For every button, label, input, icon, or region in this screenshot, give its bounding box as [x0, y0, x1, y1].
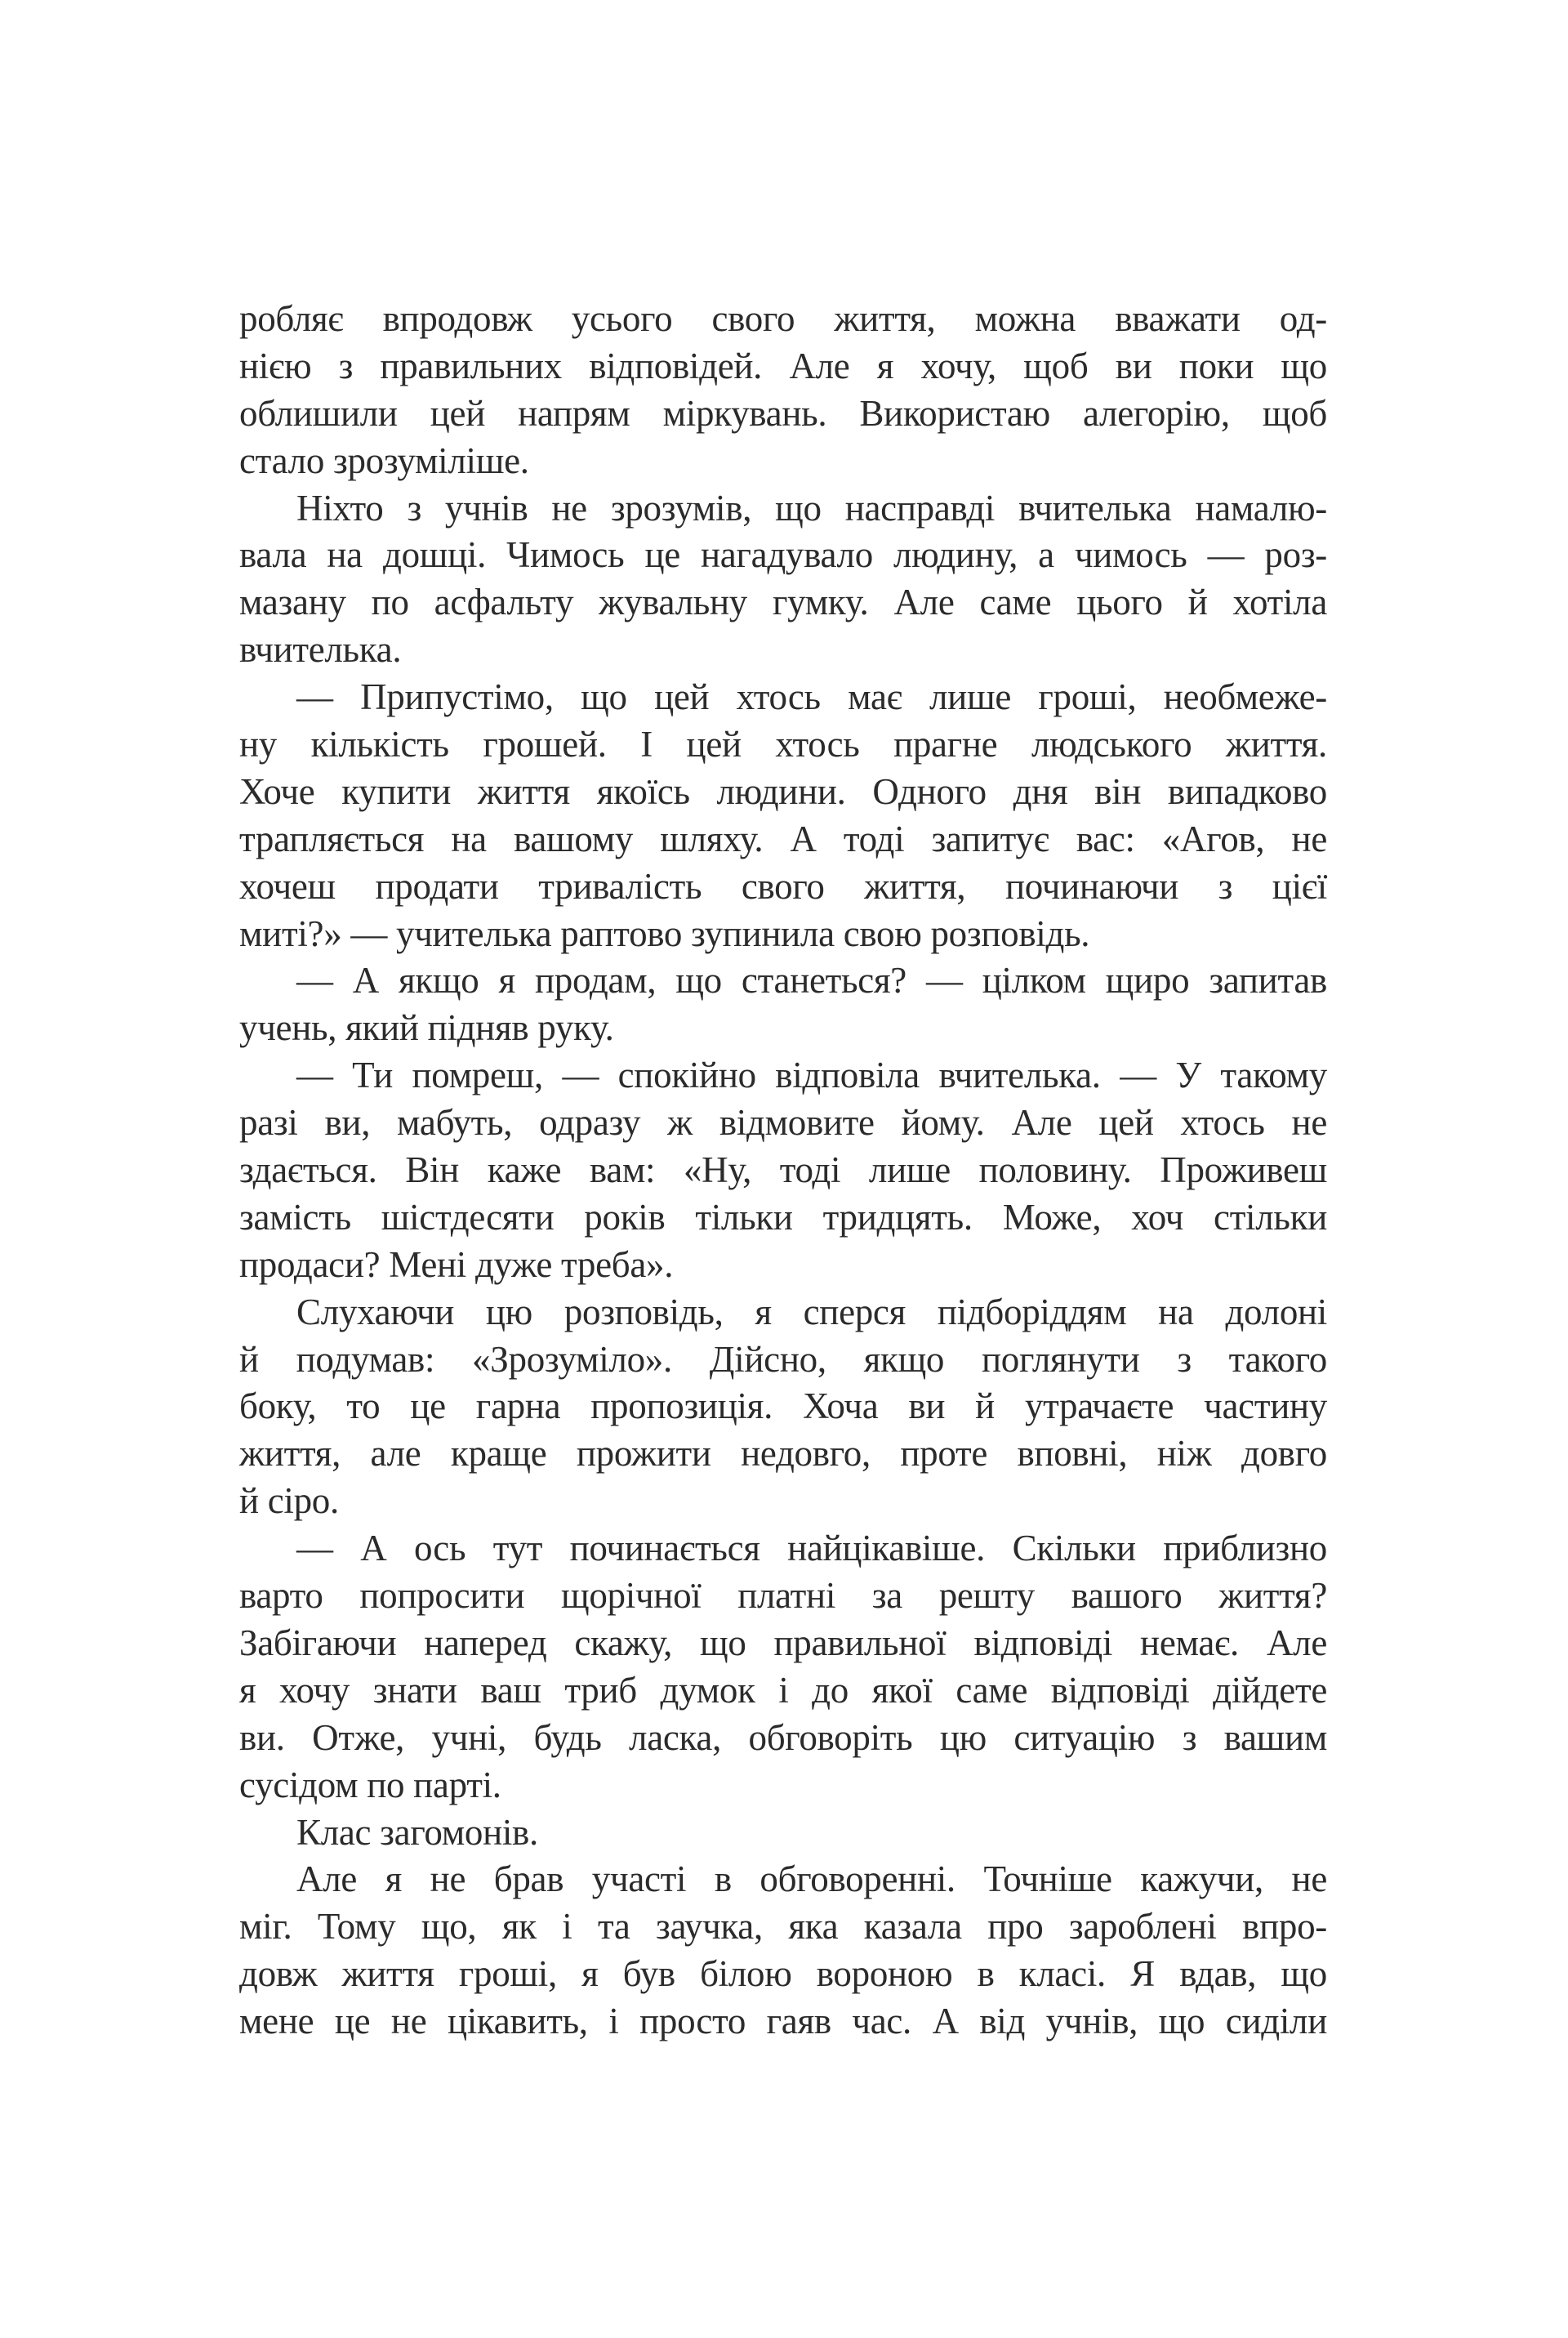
book-page-text	[239, 296, 1327, 2046]
text-line: Але я не брав участі в обговоренні. Точніше кажучи, не	[296, 1858, 1327, 1900]
text-line: Ніхто з учнів не зрозумів, що насправді вчителька намалю-	[296, 487, 1327, 529]
text-line: — А якщо я продам, що станеться? — цілком щиро запитав	[296, 960, 1327, 1002]
text-line: здається. Він каже вам: «Ну, тоді лише половину. Проживеш	[239, 1149, 1327, 1191]
text-line: трапляється на вашому шляху. А тоді запитує вас: «Агов, не	[239, 818, 1327, 859]
text-line: я хочу знати ваш триб думок і до якої саме відповіді дійдете	[239, 1669, 1327, 1711]
text-line: мазану по асфальту жувальну гумку. Але саме цього й хотіла	[239, 582, 1327, 623]
text-line: боку, то це гарна пропозиція. Хоча ви й утрачаєте частину	[239, 1385, 1327, 1427]
text-line: замість шістдесяти років тільки тридцять. Може, хоч стільки	[239, 1196, 1327, 1238]
text-line: й сіро.	[239, 1480, 339, 1522]
text-line: — Ти помреш, — спокійно відповіла вчителька. — У такому	[296, 1055, 1327, 1096]
text-line: довж життя гроші, я був білою вороною в класі. Я вдав, що	[239, 1953, 1327, 1995]
text-line: Слухаючи цю розповідь, я сперся підборіддям на долоні	[296, 1291, 1327, 1332]
text-line: Забігаючи наперед скажу, що правильної відповіді немає. Але	[239, 1622, 1327, 1663]
text-line: хочеш продати тривалість свого життя, починаючи з цієї	[239, 865, 1327, 907]
text-line: ви. Отже, учні, будь ласка, обговоріть цю ситуацію з вашим	[239, 1716, 1327, 1758]
text-line: робляє впродовж усього свого життя, можна вважати од-	[239, 298, 1327, 339]
text-line: облишили цей напрям міркувань. Використаю алегорію, щоб	[239, 392, 1327, 434]
text-line: міг. Тому що, як і та заучка, яка казала про зароблені впро-	[239, 1906, 1327, 1948]
text-line: разі ви, мабуть, одразу ж відмовите йому. Але цей хтось не	[239, 1102, 1327, 1144]
text-line: ну кількість грошей. І цей хтось прагне людського життя.	[239, 724, 1327, 765]
text-line: життя, але краще прожити недовго, проте вповні, ніж довго	[239, 1433, 1327, 1475]
text-line: нією з правильних відповідей. Але я хочу, щоб ви поки що	[239, 345, 1327, 386]
text-line: — А ось тут починається найцікавіше. Скільки приблизно	[296, 1528, 1327, 1569]
text-line: сусідом по парті.	[239, 1764, 501, 1805]
text-line: учень, який підняв руку.	[239, 1007, 614, 1049]
text-line: стало зрозуміліше.	[239, 439, 529, 481]
text-line: продаси? Мені дуже треба».	[239, 1243, 674, 1285]
text-line: — Припустімо, що цей хтось має лише гроші, необмеже-	[296, 676, 1327, 718]
text-line: варто попросити щорічної платні за решту вашого життя?	[239, 1575, 1327, 1617]
text-line: Хоче купити життя якоїсь людини. Одного дня він випадково	[239, 770, 1327, 812]
text-line: вала на дошці. Чимось це нагадувало людину, а чимось — роз-	[239, 534, 1327, 576]
text-line: миті?» — учителька раптово зупинила свою розповідь.	[239, 912, 1090, 954]
text-line: й подумав: «Зрозуміло». Дійсно, якщо поглянути з такого	[239, 1338, 1327, 1380]
text-line: вчителька.	[239, 629, 402, 671]
text-line: Клас загомонів.	[296, 1811, 538, 1853]
text-line: мене це не цікавить, і просто гаяв час. А від учнів, що сиділи	[239, 2001, 1327, 2042]
